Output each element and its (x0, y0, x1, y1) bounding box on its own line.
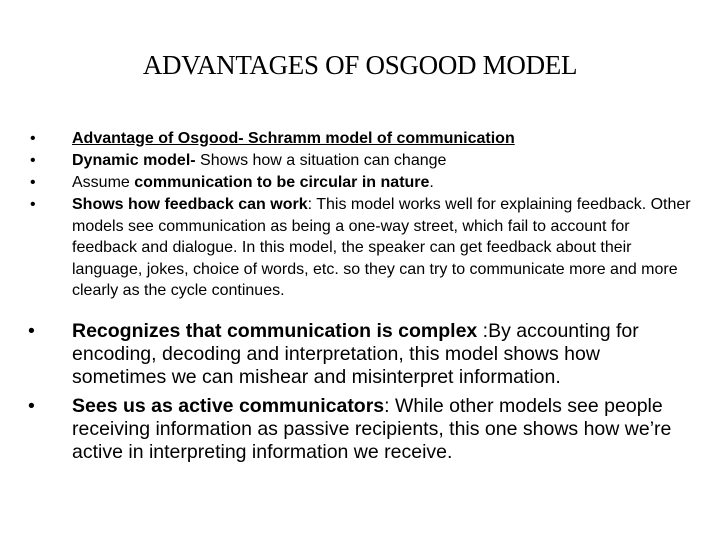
item-text: . (429, 174, 434, 191)
item-prefix: Assume (72, 174, 135, 191)
item-bold: communication to be circular in nature (134, 174, 430, 191)
list-item (26, 150, 696, 172)
item-bold: Shows how feedback can work (72, 196, 308, 213)
bullet-icon: • (30, 196, 36, 213)
item-text: :By accounting for encoding, decoding and interpretation, this model shows how sometimes we can mishear and misinterpret information. (72, 320, 639, 388)
item-text: Shows how a situation can change (195, 152, 447, 169)
bullet-icon: • (30, 130, 36, 147)
bullet-icon: • (28, 320, 35, 342)
bullet-icon: • (28, 395, 35, 417)
bullet-icon: • (30, 174, 36, 191)
item-bold: Sees us as active communicators (72, 395, 385, 417)
item-bold: Advantage of Osgood- Schramm model of communication (72, 130, 515, 147)
bullet-icon: • (30, 152, 36, 169)
list-item (26, 194, 696, 302)
complexity-list (26, 320, 696, 470)
item-bold: Recognizes that communication is complex (72, 320, 478, 342)
list-item (26, 320, 696, 389)
list-item (26, 128, 696, 150)
list-item (26, 395, 696, 464)
advantages-list (26, 128, 696, 302)
item-bold: Dynamic model- (72, 152, 196, 169)
item-text: : This model works well for explaining feedback. Other models see communication as being a one-way street, which fail to account for feedback and dialogue. In this model, the speaker can get feedback about their language, jokes, choice of words, etc. so they can try to communicate more and more clearly as the cycle continues. (72, 196, 691, 299)
item-text: : While other models see people receiving information as passive recipients, this one shows how we’re active in interpreting information we receive. (72, 395, 672, 463)
slide-title: ADVANTAGES OF OSGOOD MODEL (142, 50, 578, 80)
list-item (26, 172, 696, 194)
